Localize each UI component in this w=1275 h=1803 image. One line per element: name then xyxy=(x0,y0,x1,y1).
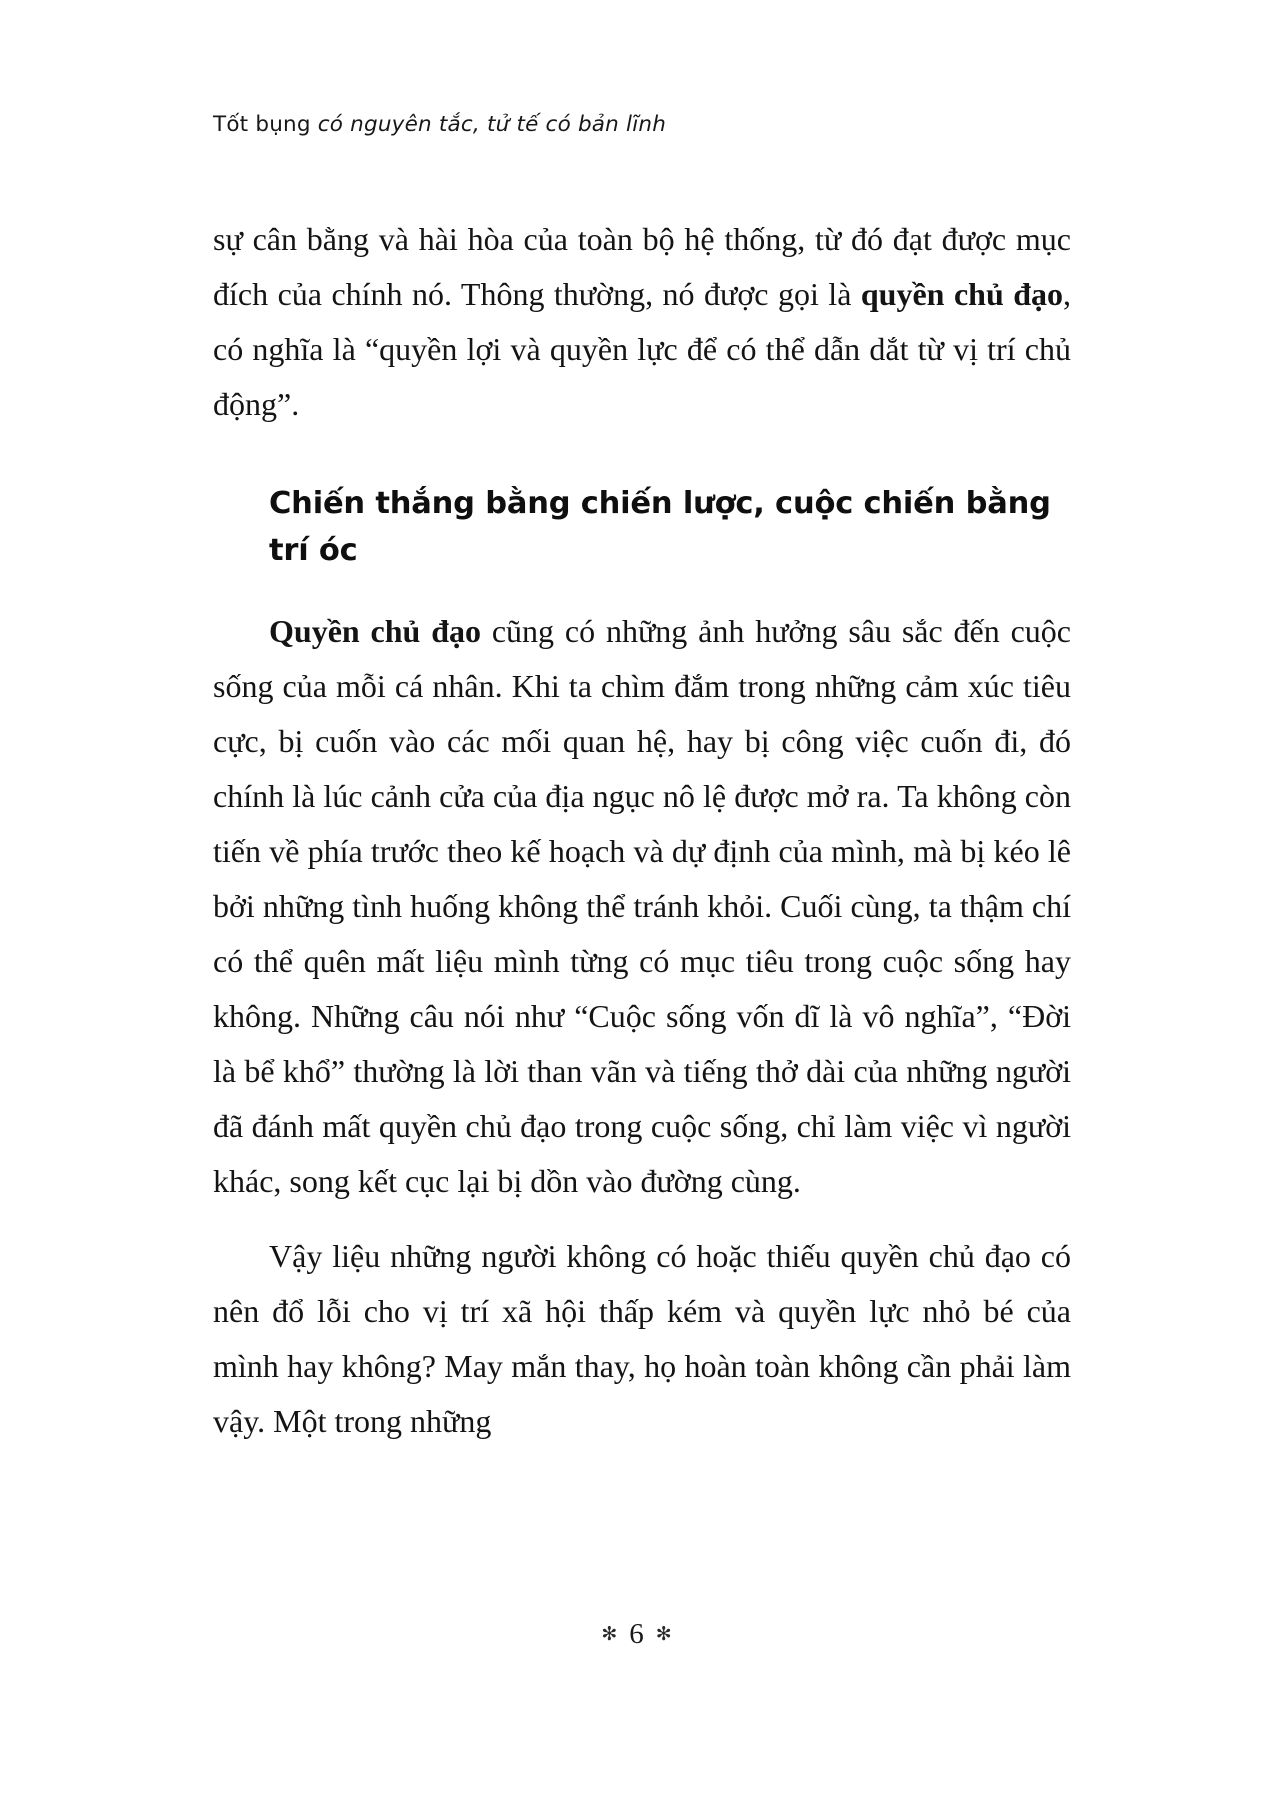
page-number: 6 xyxy=(629,1618,646,1650)
running-head-part3: có bản lĩnh xyxy=(545,112,667,137)
paragraph-1-seg-1: sự cân bằng và hài hòa của toàn bộ hệ thống, từ đó đạt được mục đích của chính nó. Thông thường, nó được gọi là xyxy=(213,221,1071,312)
paragraph-2-seg-1: Quyền chủ đạo xyxy=(269,613,481,649)
paragraph-1-seg-2: quyền chủ đạo xyxy=(860,276,1064,312)
page-folio xyxy=(0,1618,1275,1651)
paragraph-1 xyxy=(213,212,1071,432)
paragraph-1-seg-3: , có nghĩa là “quyền lợi và quyền lực để có thể dẫn dắt từ vị trí chủ động”. xyxy=(213,276,1072,422)
ornament-right-icon: ✻ xyxy=(655,1624,674,1645)
page-content xyxy=(213,212,1071,1455)
running-head xyxy=(213,112,666,137)
section-heading: Chiến thắng bằng chiến lược, cuộc chiến bằng trí óc xyxy=(269,486,1051,568)
paragraph-spacer xyxy=(213,1215,1071,1229)
paragraph-2-seg-2: cũng có những ảnh hưởng sâu sắc đến cuộc sống của mỗi cá nhân. Khi ta chìm đắm trong những cảm xúc tiêu cực, bị cuốn vào các mối quan hệ, hay bị công việc cuốn đi, đó chính là lúc cảnh cửa của địa ngục nô lệ được mở ra. Ta không còn tiến về phía trước theo kế hoạch và dự định của mình, mà bị kéo lê bởi những tình huống không thể tránh khỏi. Cuối cùng, ta thậm chí có thể quên mất liệu mình từng có mục tiêu trong cuộc sống hay không. Những câu nói như “Cuộc sống vốn dĩ là vô nghĩa”, “Đời là bể khổ” thường là lời than vãn và tiếng thở dài của những người đã đánh mất quyền chủ đạo trong cuộc sống, chỉ làm việc vì người khác, song kết cục lại bị dồn vào đường cùng. xyxy=(213,613,1072,1199)
ornament-left-icon: ✻ xyxy=(601,1624,620,1645)
paragraph-3 xyxy=(213,1229,1071,1449)
paragraph-2 xyxy=(213,604,1071,1209)
paragraph-3-seg-1: Vậy liệu những người không có hoặc thiếu quyền chủ đạo có nên đổ lỗi cho vị trí xã hội thấp kém và quyền lực nhỏ bé của mình hay không? May mắn thay, họ hoàn toàn không cần phải làm vậy. Một trong những xyxy=(213,1238,1071,1439)
running-head-part2: có nguyên tắc, tử tế xyxy=(317,112,546,137)
running-head-part1: Tốt bụng xyxy=(213,112,318,137)
